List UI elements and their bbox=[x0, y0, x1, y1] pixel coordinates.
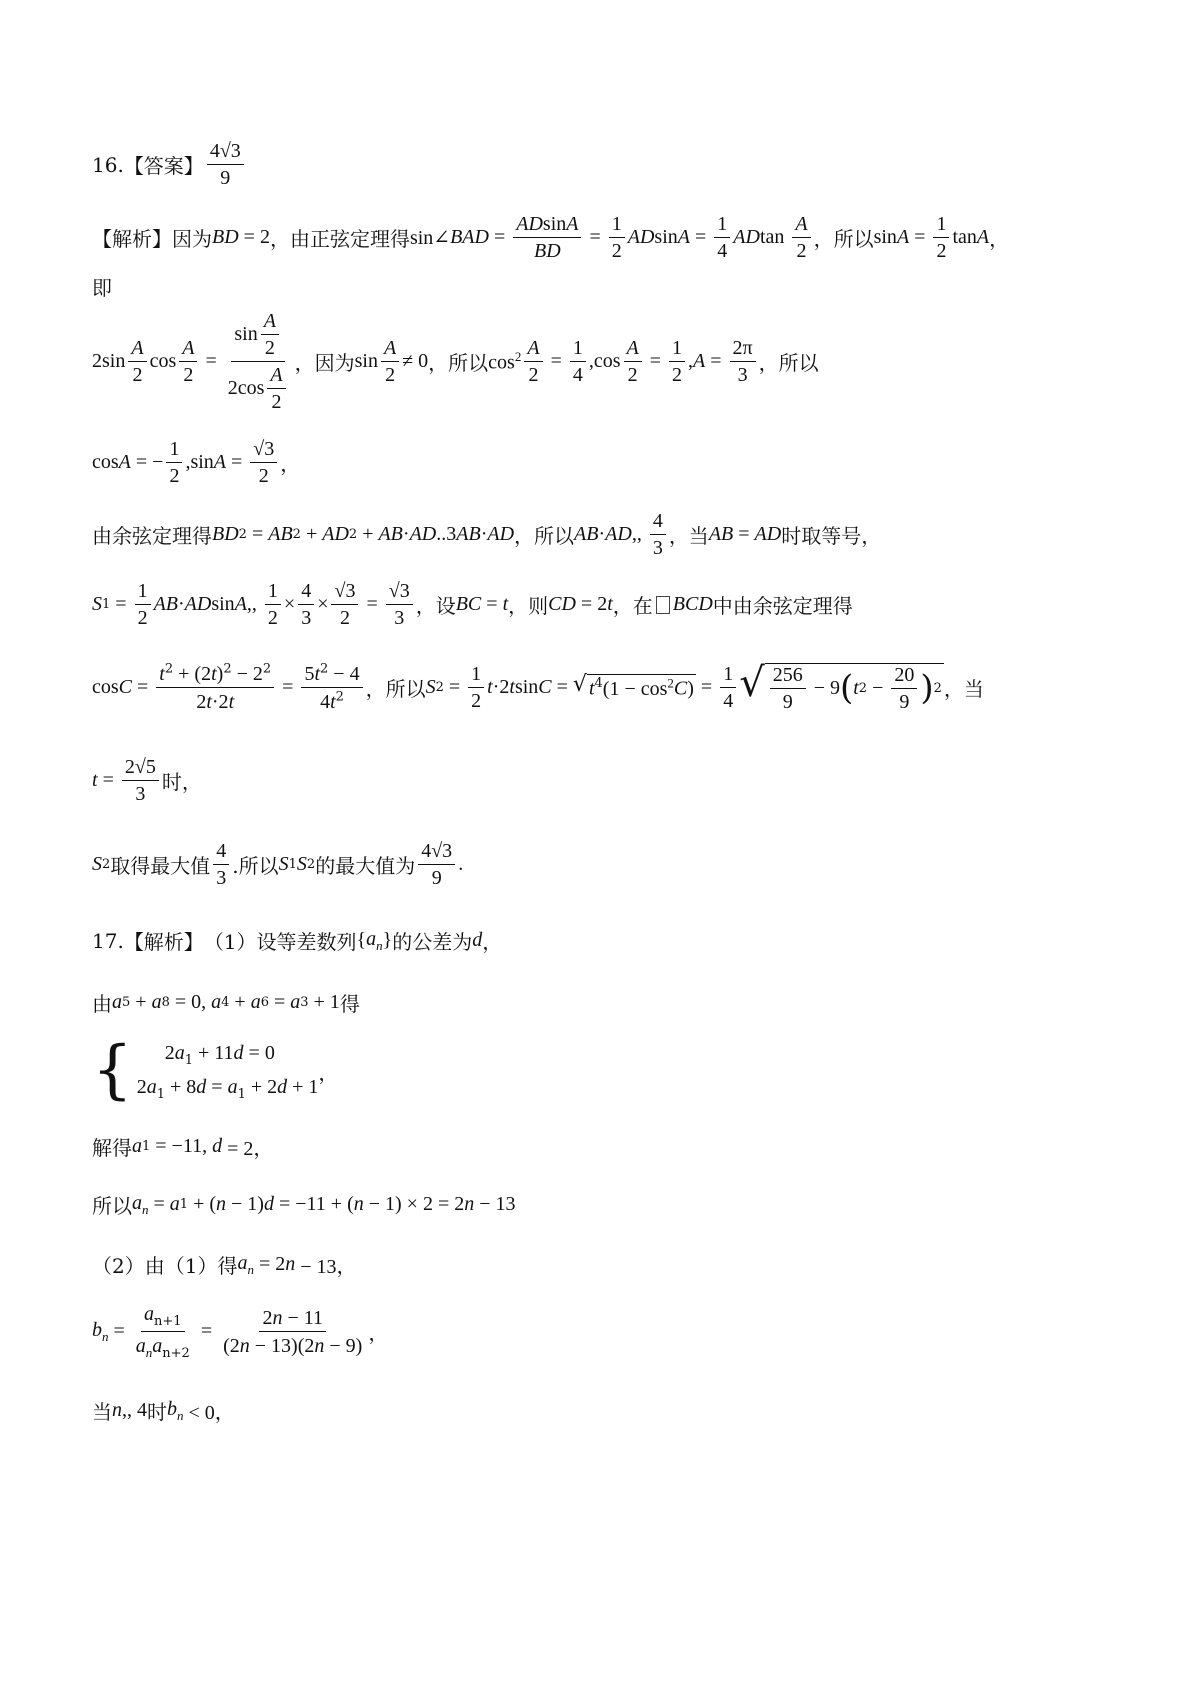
q16-answer-tag: 【答案】 bbox=[123, 154, 204, 178]
q16-answer-line bbox=[92, 140, 247, 189]
q17-line-4: 解得 a 1 = −11, d = 2， bbox=[92, 1132, 273, 1161]
text: ， bbox=[989, 226, 1010, 251]
q17-line-2: 由 a 5 + a 8 = 0, a 4 + a 6 = a 3 + 1 得 bbox=[92, 988, 360, 1017]
text: ，所以 bbox=[758, 351, 819, 375]
q16-answer-den: 9 bbox=[220, 167, 231, 189]
q16-analysis-line-5: 由余弦定理得 BD 2 = AB 2 + AD 2 + AB · AD ..3 AB · AD ，所以 AB · AD ,, $\frac{4}{3}$ ，当 AB = AD 时取等号， bbox=[92, 510, 882, 559]
q16-analysis-line-7: cos C = $\frac{t^2 + (2t)^2 - 2^2}{2t\cdot 2t}$ = $\frac{5t^2 - 4}{4t^2}$ ，所以 S 2 = $\frac{1}{2}$ t ·2 t sin C = √ $t^4(1 - \cos^2C)$ = $\frac{1}{4}$ √ $\frac{256}{9}$ − 9 ( t 2 − $\frac{20}{9}$ ) 2 ，当 bbox=[92, 659, 984, 713]
text: 解得 bbox=[92, 1136, 132, 1160]
text: ，由正弦定理得 bbox=[269, 226, 410, 251]
text: ，则 bbox=[508, 594, 549, 618]
text: 由 bbox=[92, 992, 112, 1016]
text: 得 bbox=[339, 992, 360, 1016]
text: （1）设等差数列 bbox=[203, 930, 357, 954]
missing-glyph-box bbox=[656, 596, 670, 614]
q16-analysis-line-2 bbox=[92, 272, 112, 301]
text: ，所以 bbox=[365, 677, 426, 701]
text: 中由余弦定理得 bbox=[712, 594, 853, 618]
q17-line-5: 所以 $a_n$ = a 1 + ( n − 1) d = −11 + ( n − 1) × 2 = 2 n − 13 bbox=[92, 1191, 516, 1218]
q17-analysis-tag: 【解析】 bbox=[123, 930, 204, 954]
text: 即 bbox=[92, 276, 112, 300]
q17-system: { $2a_1 + 11d = 0$ $2a_1 + 8d = a_1 + 2d + 1$ ， bbox=[92, 1033, 339, 1108]
text: ，当 bbox=[668, 524, 709, 548]
text: 时 bbox=[147, 1400, 167, 1424]
text: 取得最大值 bbox=[110, 854, 211, 878]
text: 的最大值为 bbox=[315, 854, 416, 878]
q16-answer-fraction bbox=[207, 140, 244, 189]
q16-analysis-line-4: cos A = − $\frac{1}{2}$ ,sin A = $\frac{√3}{2}$ ， bbox=[92, 438, 301, 487]
q16-answer-num: 4√3 bbox=[207, 140, 244, 165]
q16-analysis-line-6: S 1 = $\frac{1}{2}$ AB · AD sin A ,, $\frac{1}{2}$ × $\frac{4}{3}$ × $\frac{√3}{2}$ = $\frac{√3}{3}$ ，设 BC = t ，则 CD = 2 t ，在 BCD 中由余弦定理得 bbox=[92, 580, 853, 629]
text: 因为 bbox=[172, 226, 212, 251]
text: ，所以 bbox=[514, 524, 575, 548]
q16-analysis-line-8: t = $\frac{2√5}{3}$ 时， bbox=[92, 756, 202, 805]
q17-line-7: $b_n$ = $\frac{a_{n+1}}{a_na_{n+2}}$ = $\frac{2n - 11}{(2n - 13)(2n - 9)}$ ， bbox=[92, 1303, 389, 1362]
q16-number: 16. bbox=[92, 152, 124, 177]
text: .所以 bbox=[232, 854, 279, 878]
text: ，设 bbox=[415, 594, 456, 618]
text: 由余弦定理得 bbox=[92, 524, 212, 548]
text: 时取等号， bbox=[781, 524, 882, 548]
q17-line-1: 17. 【解析】 （1）设等差数列 { $a_n$ } 的公差为 d ， bbox=[92, 927, 503, 954]
text: 时， bbox=[161, 770, 202, 794]
text: 当 bbox=[92, 1400, 112, 1424]
q17-line-8: 当 n ,, 4 时 $b_n$ < 0， bbox=[92, 1397, 235, 1424]
text: ，因为 bbox=[294, 351, 355, 375]
q16-analysis-line-3: 2sin $\frac{A}{2}$ cos $\frac{A}{2}$ = sin $\frac{A}{2}$ 2cos $\frac{A}{2}$ ，因为 sin $\frac{A}{2}$ ≠ 0 ，所以 $\cos^2$ $\frac{A}{2}$ = $\frac{1}{4}$ ,cos $\frac{A}{2}$ = $\frac{1}{2}$ , A = $\frac{2\pi}{3}$ ，所以 bbox=[92, 310, 819, 413]
text: 的公差为 bbox=[392, 930, 473, 954]
text: ，在 bbox=[612, 594, 653, 618]
q17-number: 17. bbox=[92, 928, 124, 953]
text: ，所以 bbox=[428, 351, 489, 375]
q16-analysis-tag: 【解析】 bbox=[92, 226, 172, 251]
text: （2）由（1）得 bbox=[92, 1254, 238, 1278]
text: ，当 bbox=[943, 677, 984, 701]
text: 所以 bbox=[92, 1194, 132, 1218]
text: ，所以 bbox=[813, 226, 874, 251]
q16-analysis-line-1: 【解析】 因为 BD = 2 ，由正弦定理得 sin∠ BAD = $\frac{ADsinA}{BD}$ = $\frac{1}{2}$ AD sin A = $\frac{1}{4}$ AD tan $\frac{A}{2}$ ，所以 sin A = $\frac{1}{2}$ tan A ， bbox=[92, 212, 1010, 262]
q16-analysis-line-9: S 2 取得最大值 $\frac{4}{3}$ .所以 S 1 S 2 的最大值为 $\frac{4√3}{9}$ . bbox=[92, 840, 464, 889]
q17-line-6: （2）由（1）得 $a_n$ = 2 n − 13， bbox=[92, 1251, 357, 1278]
